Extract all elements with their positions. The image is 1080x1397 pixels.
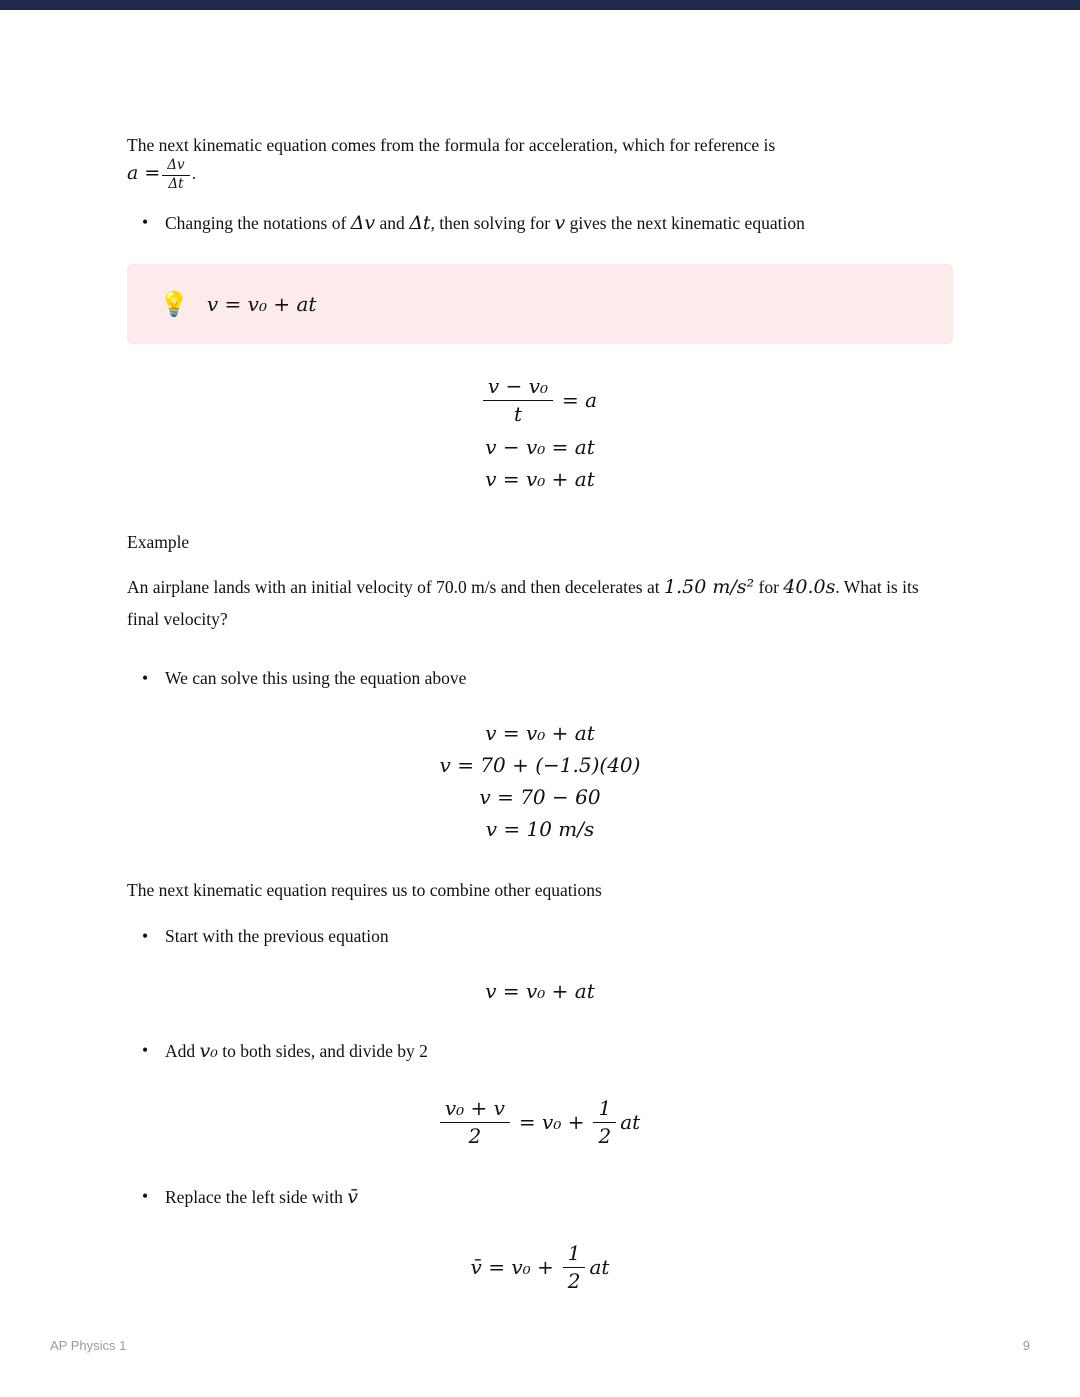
bullet-text: to both sides, and divide by 2 bbox=[217, 1041, 428, 1062]
inline-math-time: 40.0s bbox=[783, 576, 836, 599]
fraction-numerator: v₀ + v bbox=[444, 1095, 505, 1120]
fraction bbox=[440, 1096, 510, 1149]
fraction-numerator: v − v₀ bbox=[487, 373, 549, 398]
math-line: v = v₀ + at bbox=[485, 979, 595, 1004]
math-line: v − v₀ = at bbox=[485, 434, 595, 459]
inline-math-delta-v: Δv bbox=[350, 212, 376, 235]
sentence-period: . bbox=[191, 163, 197, 184]
equation-tail: at bbox=[620, 1109, 641, 1134]
fraction-numerator: 1 bbox=[567, 1241, 581, 1266]
inline-fraction bbox=[162, 158, 189, 192]
document-content bbox=[0, 10, 1080, 1298]
bullet-item bbox=[127, 665, 953, 691]
top-bar bbox=[0, 0, 1080, 10]
fraction-numerator: 1 bbox=[598, 1095, 612, 1120]
intro-paragraph bbox=[127, 132, 953, 192]
bullet-text: and bbox=[375, 213, 410, 234]
fraction bbox=[483, 374, 553, 427]
fraction-denominator: 2 bbox=[593, 1122, 616, 1149]
problem-text: for bbox=[754, 577, 784, 598]
fraction-denominator: 2 bbox=[440, 1122, 510, 1149]
bullet-text: Start with the previous equation bbox=[165, 925, 389, 946]
equation-mid: = v₀ + bbox=[518, 1109, 585, 1134]
example-solution-block bbox=[127, 717, 953, 845]
inline-math-delta-t: Δt bbox=[409, 212, 431, 235]
fraction-denominator: Δt bbox=[162, 175, 189, 193]
math-line: v = v₀ + at bbox=[485, 721, 595, 746]
inline-math-deceleration: 1.50 m/s² bbox=[664, 576, 755, 599]
math-line: v = 70 − 60 bbox=[479, 785, 601, 810]
math-line-fraction bbox=[127, 1237, 953, 1298]
inline-math-v0: v₀ bbox=[199, 1040, 218, 1063]
bullet-text: , then solving for bbox=[430, 213, 555, 234]
math-line: v = v₀ + at bbox=[485, 466, 595, 491]
callout-equation: v = v₀ + at bbox=[206, 291, 317, 316]
example-heading: Example bbox=[127, 531, 190, 552]
inline-math-v: v bbox=[554, 212, 566, 235]
bullet-item bbox=[127, 209, 953, 238]
bullet-text: Replace the left side with bbox=[165, 1186, 348, 1207]
example-problem bbox=[127, 571, 953, 635]
math-line-fraction bbox=[127, 370, 953, 431]
fraction bbox=[593, 1096, 616, 1149]
equation-block bbox=[127, 1237, 953, 1298]
lightbulb-icon: 💡 bbox=[159, 289, 189, 318]
bullet-item bbox=[127, 1037, 953, 1066]
intro-text: The next kinematic equation comes from the formula for acceleration, which for reference is bbox=[127, 135, 776, 155]
footer bbox=[50, 1338, 1030, 1353]
problem-text: . What is its final velocity? bbox=[127, 577, 919, 630]
math-line: v = 70 + (−1.5)(40) bbox=[439, 753, 641, 778]
math-line-fraction bbox=[127, 1092, 953, 1153]
equation-block bbox=[127, 1092, 953, 1153]
problem-text: An airplane lands with an initial velocity of 70.0 m/s and then decelerates at bbox=[127, 577, 664, 598]
footer-doc-title: AP Physics 1 bbox=[50, 1338, 127, 1353]
fraction-denominator: 2 bbox=[563, 1267, 586, 1294]
fraction-denominator: t bbox=[483, 400, 553, 427]
fraction-numerator: Δv bbox=[167, 157, 185, 174]
equation-rhs: = a bbox=[562, 387, 598, 412]
inline-math-vbar: v̄ bbox=[347, 1185, 358, 1208]
fraction bbox=[563, 1241, 586, 1294]
equation-block bbox=[127, 975, 953, 1007]
bullet-item bbox=[127, 1183, 953, 1212]
bullet-item bbox=[127, 923, 953, 949]
callout bbox=[127, 264, 953, 344]
section-intro: The next kinematic equation requires us to combine other equations bbox=[127, 880, 602, 901]
page-number: 9 bbox=[1022, 1338, 1030, 1353]
equation-tail: at bbox=[589, 1255, 610, 1280]
acceleration-formula-lead: a = bbox=[127, 162, 161, 185]
bullet-text: Add bbox=[165, 1041, 200, 1062]
derivation-block bbox=[127, 370, 953, 495]
bullet-text: Changing the notations of bbox=[165, 213, 351, 234]
equation-lead: v̄ = v₀ + bbox=[470, 1255, 554, 1280]
math-line: v = 10 m/s bbox=[485, 817, 595, 842]
bullet-text: We can solve this using the equation above bbox=[165, 667, 467, 688]
bullet-text: gives the next kinematic equation bbox=[565, 213, 805, 234]
